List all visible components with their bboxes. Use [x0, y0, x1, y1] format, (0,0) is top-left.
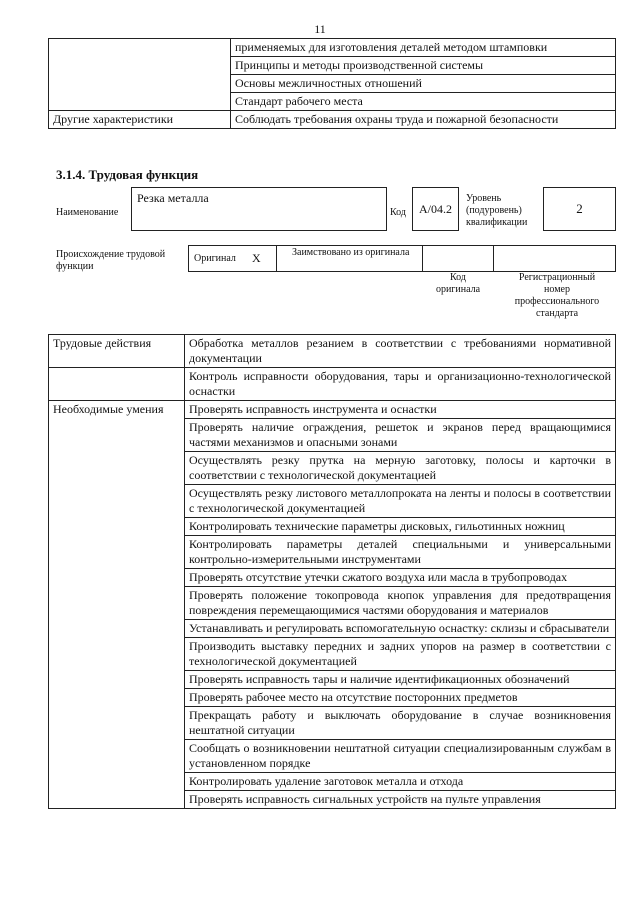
page-number: 11	[314, 22, 326, 36]
section-label-cont	[49, 368, 185, 401]
section-title: 3.1.4. Трудовая функция	[56, 167, 199, 182]
section-item: Прекращать работу и выключать оборудование в случае возникновения нештатной ситуации	[185, 707, 616, 740]
origin-label: Происхождение трудовой функции	[56, 249, 166, 272]
row-label	[49, 39, 231, 111]
name-label: Наименование	[56, 207, 119, 218]
section-label: Необходимые умения	[49, 401, 185, 809]
code-label: Код	[390, 207, 406, 218]
divider	[276, 246, 277, 271]
section-item: Проверять отсутствие утечки сжатого воздуха или масла в трубопроводах	[185, 569, 616, 587]
section-item: Контролировать технические параметры дисковых, гильотинных ножниц	[185, 518, 616, 536]
section-item: Проверять наличие ограждения, решеток и экранов перед вращающимися частями механизмов и опасными зонами	[185, 419, 616, 452]
section-item: Сообщать о возникновении нештатной ситуации специализированным службам в установленном порядке	[185, 740, 616, 773]
value-line: Стандарт рабочего места	[235, 94, 363, 108]
top-table	[48, 38, 616, 129]
row-label: Другие характеристики	[49, 111, 231, 129]
table-row	[49, 401, 616, 419]
code-box	[412, 187, 459, 231]
level-box	[543, 187, 616, 231]
section-item: Производить выставку передних и задних упоров на размер в соответствии с технологической документацией	[185, 638, 616, 671]
code-value: A/04.2	[419, 202, 452, 216]
level-value: 2	[576, 201, 583, 216]
section-item: Обработка металлов резанием в соответствии с требованиями нормативной документации	[185, 335, 616, 368]
original-mark: X	[252, 251, 261, 265]
section-label: Трудовые действия	[49, 335, 185, 368]
section-item: Проверять исправность тары и наличие идентификационных обозначений	[185, 671, 616, 689]
table-row	[49, 335, 616, 368]
value-line: Основы межличностных отношений	[231, 75, 615, 93]
value-line: Принципы и методы производственной системы	[231, 57, 615, 75]
section-item: Проверять рабочее место на отсутствие посторонних предметов	[185, 689, 616, 707]
table-row	[49, 368, 616, 401]
reg-number-label: Регистрационный номер профессионального стандарта	[514, 272, 600, 319]
main-table	[48, 334, 616, 809]
section-item: Контроль исправности оборудования, тары и организационно-технологической оснастки	[185, 368, 616, 401]
section-item: Проверять исправность инструмента и оснастки	[185, 401, 616, 419]
borrowed-label: Заимствовано из оригинала	[292, 247, 410, 258]
divider	[422, 246, 423, 271]
section-item: Контролировать параметры деталей специальными и универсальными контрольно-измерительными инструментами	[185, 536, 616, 569]
section-item: Устанавливать и регулировать вспомогательную оснастку: склизы и сбрасыватели	[185, 620, 616, 638]
name-box	[131, 187, 387, 231]
original-label: Оригинал	[194, 253, 236, 264]
level-label: Уровень (подуровень) квалификации	[466, 193, 528, 228]
section-item: Осуществлять резку прутка на мерную заготовку, полосы и карточки в соответствии с технологической документацией	[185, 452, 616, 485]
section-item: Проверять исправность сигнальных устройств на пульте управления	[185, 791, 616, 809]
section-item: Проверять положение токопровода кнопок управления для предотвращения повреждения перемещающимися частями оборудования и материалов	[185, 587, 616, 620]
section-item: Осуществлять резку листового металлопроката на ленты и полосы в соответствии с технологической документацией	[185, 485, 616, 518]
table-row	[49, 111, 616, 129]
value-line: применяемых для изготовления деталей методом штамповки	[231, 39, 615, 57]
divider	[493, 246, 494, 271]
table-row	[49, 39, 616, 111]
section-item: Контролировать удаление заготовок металла и отхода	[185, 773, 616, 791]
name-value: Резка металла	[137, 191, 209, 205]
code-original-label: Код оригинала	[435, 272, 481, 295]
row-values	[231, 39, 616, 111]
row-value: Соблюдать требования охраны труда и пожарной безопасности	[231, 111, 616, 129]
